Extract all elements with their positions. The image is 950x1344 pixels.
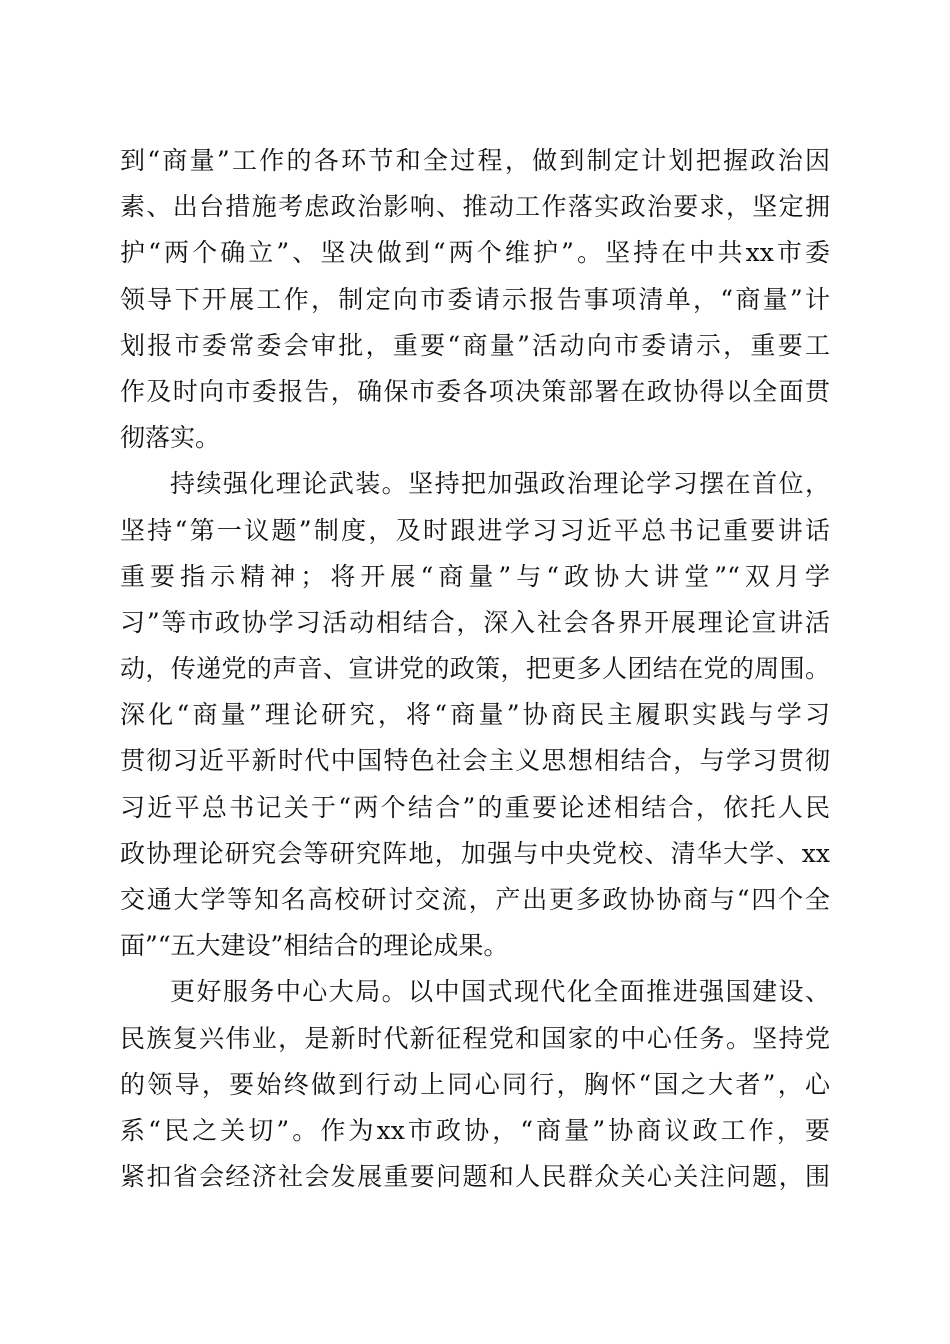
text-line: 交通大学等知名高校研讨交流，产出更多政协协商与“四个全 xyxy=(120,885,830,914)
text-line: 彻落实。 xyxy=(120,423,221,453)
text-line: 政协理论研究会等研究阵地，加强与中央党校、清华大学、xx xyxy=(120,838,830,868)
paragraph-serve-center xyxy=(120,969,830,1200)
text-line: 习近平总书记关于“两个结合”的重要论述相结合，依托人民 xyxy=(120,792,830,822)
paragraph-political-leadership xyxy=(120,138,830,461)
text-line: 坚持“第一议题”制度，及时跟进学习习近平总书记重要讲话 xyxy=(120,515,830,545)
text-line: 重要指示精神；将开展“商量”与“政协大讲堂”“双月学 xyxy=(120,561,830,591)
text-line: 系“民之关切”。作为xx市政协，“商量”协商议政工作，要 xyxy=(120,1115,830,1145)
text-line: 深化“商量”理论研究，将“商量”协商民主履职实践与学习 xyxy=(120,700,830,730)
paragraph-theory-study xyxy=(120,461,830,969)
text-line: 动，传递党的声音、宣讲党的政策，把更多人团结在党的周围。 xyxy=(120,654,830,684)
text-line: 护“两个确立”、坚决做到“两个维护”。坚持在中共xx市委 xyxy=(120,238,830,268)
text-line: 贯彻习近平新时代中国特色社会主义思想相结合，与学习贯彻 xyxy=(120,746,830,776)
text-line: 划报市委常委会审批，重要“商量”活动向市委请示，重要工 xyxy=(120,330,830,360)
document-body xyxy=(120,138,830,1200)
text-line: 作及时向市委报告，确保市委各项决策部署在政协得以全面贯 xyxy=(120,376,830,406)
text-line: 面”“五大建设”相结合的理论成果。 xyxy=(120,931,509,961)
text-line: 素、出台措施考虑政治影响、推动工作落实政治要求，坚定拥 xyxy=(120,192,830,222)
text-line: 紧扣省会经济社会发展重要问题和人民群众关心关注问题，围 xyxy=(120,1162,830,1192)
paragraph-heading-line: 更好服务中心大局。以中国式现代化全面推进强国建设、 xyxy=(170,977,830,1007)
text-line: 的领导，要始终做到行动上同心同行，胸怀“国之大者”，心 xyxy=(120,1069,830,1099)
text-line: 习”等市政协学习活动相结合，深入社会各界开展理论宣讲活 xyxy=(120,607,830,637)
text-line: 领导下开展工作，制定向市委请示报告事项清单，“商量”计 xyxy=(120,284,830,314)
paragraph-heading-line: 持续强化理论武装。坚持把加强政治理论学习摆在首位， xyxy=(170,469,830,499)
text-line: 到“商量”工作的各环节和全过程，做到制定计划把握政治因 xyxy=(120,146,830,175)
text-line: 民族复兴伟业，是新时代新征程党和国家的中心任务。坚持党 xyxy=(120,1023,830,1053)
